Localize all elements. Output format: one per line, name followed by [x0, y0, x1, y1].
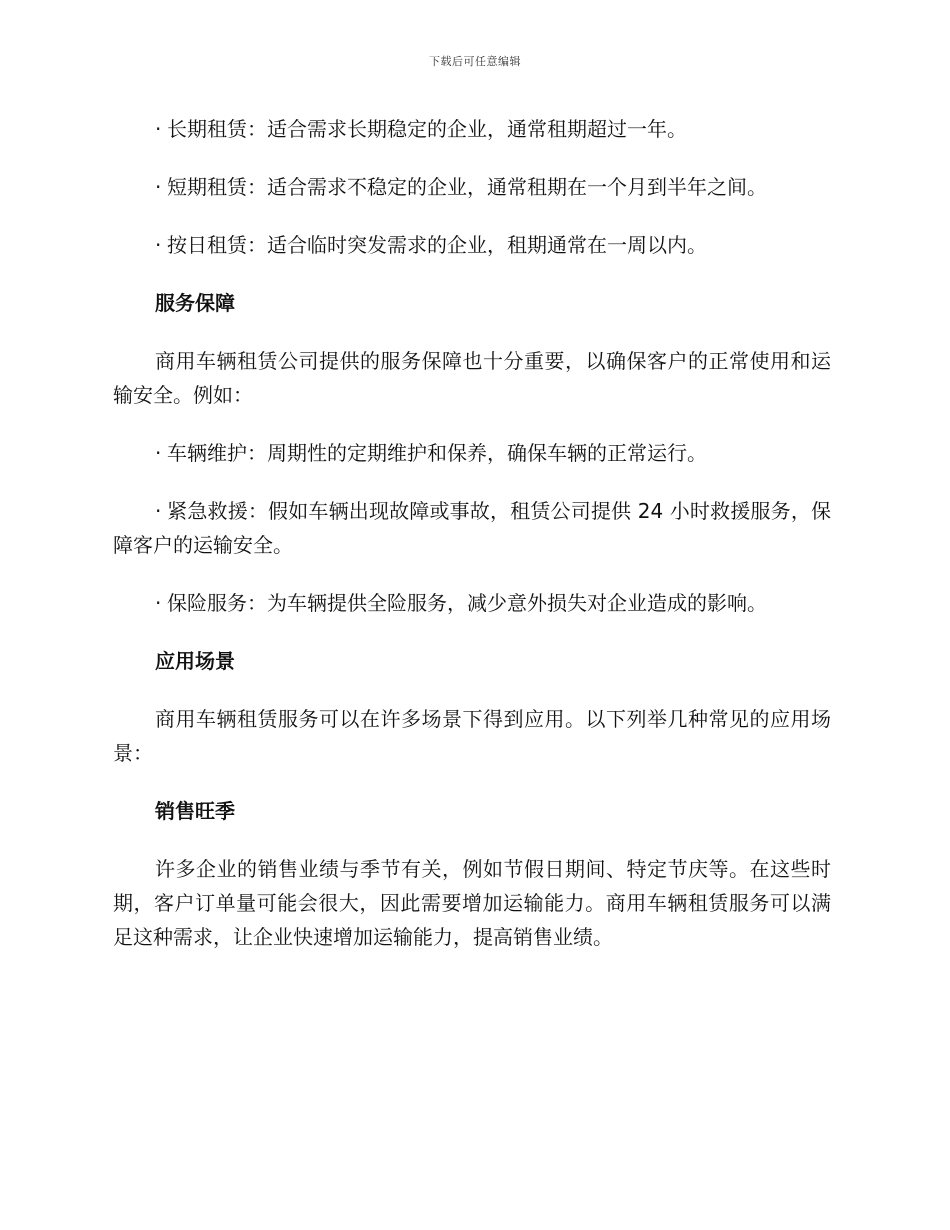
bullet-dot-icon: ·: [155, 441, 162, 465]
bullet-insurance-service: [113, 586, 831, 620]
bullet-daily-lease: [113, 228, 831, 262]
paragraph-scenarios-intro: 商用车辆租赁服务可以在许多场景下得到应用。以下列举几种常见的应用场景：: [113, 707, 831, 765]
paragraph-service-intro: 商用车辆租赁公司提供的服务保障也十分重要，以确保客户的正常使用和运输安全。例如：: [113, 349, 831, 407]
bullet-short-term-lease: [113, 170, 831, 204]
bullet-dot-icon: ·: [155, 499, 162, 523]
section-heading-scenarios: 应用场景: [155, 649, 235, 673]
bullet-text: 紧急救援：假如车辆出现故障或事故，租赁公司提供 24 小时救援服务，保障客户的运输安全。: [113, 499, 831, 557]
document-body: [113, 112, 831, 978]
bullet-text: 长期租赁：适合需求长期稳定的企业，通常租期超过一年。: [167, 117, 687, 141]
bullet-dot-icon: ·: [155, 175, 162, 199]
bullet-vehicle-maintenance: [113, 436, 831, 470]
section-heading-service: 服务保障: [155, 291, 235, 315]
page-header-note: 下载后可任意编辑: [429, 55, 521, 68]
bullet-long-term-lease: [113, 112, 831, 146]
section-heading-peak-season: 销售旺季: [155, 799, 235, 823]
bullet-text: 保险服务：为车辆提供全险服务，减少意外损失对企业造成的影响。: [167, 591, 767, 615]
paragraph-peak-season: 许多企业的销售业绩与季节有关，例如节假日期间、特定节庆等。在这些时期，客户订单量可能会很大，因此需要增加运输能力。商用车辆租赁服务可以满足这种需求，让企业快速增加运输能力，提高销售业绩。: [113, 857, 831, 949]
bullet-dot-icon: ·: [155, 117, 162, 141]
bullet-text: 按日租赁：适合临时突发需求的企业，租期通常在一周以内。: [167, 233, 707, 257]
bullet-text: 短期租赁：适合需求不稳定的企业，通常租期在一个月到半年之间。: [167, 175, 767, 199]
bullet-dot-icon: ·: [155, 233, 162, 257]
bullet-emergency-rescue: [113, 494, 831, 562]
bullet-dot-icon: ·: [155, 591, 162, 615]
bullet-text: 车辆维护：周期性的定期维护和保养，确保车辆的正常运行。: [167, 441, 707, 465]
